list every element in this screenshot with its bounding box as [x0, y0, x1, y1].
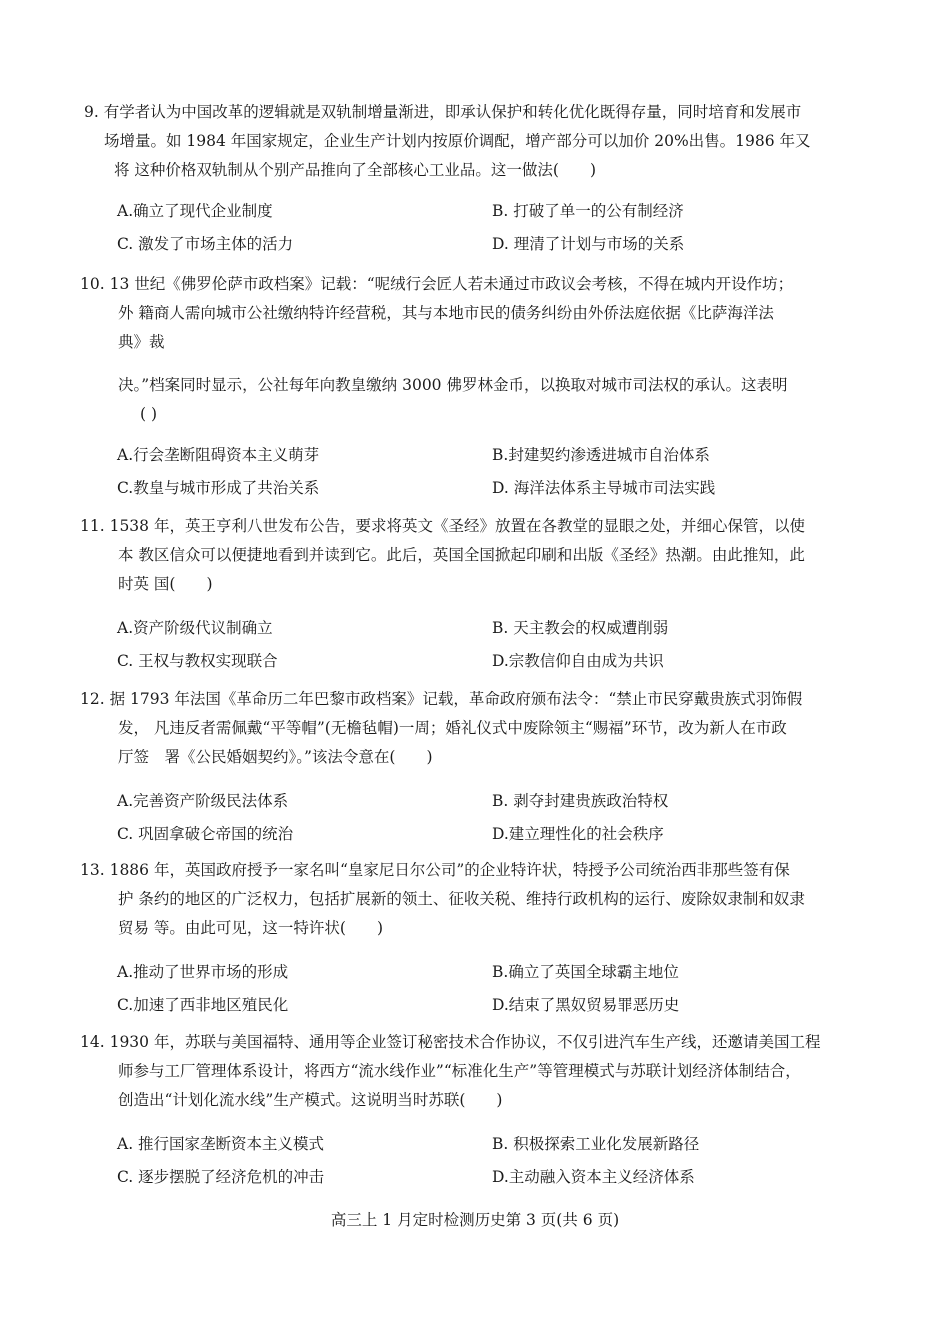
question-line: 典》裁 [118, 333, 165, 351]
option-c[interactable]: C. 激发了市场主体的活力 [117, 235, 294, 253]
question-12-options [117, 785, 817, 851]
question-line: 本 教区信众可以便捷地看到并读到它。此后，英国全国掀起印刷和出版《圣经》热潮。由此推知，此 [118, 546, 805, 564]
option-d[interactable]: D. 理清了计划与市场的关系 [492, 235, 685, 253]
question-line: 14. 1930 年，苏联与美国福特、通用等企业签订秘密技术合作协议，不仅引进汽车生产线，还邀请美国工程 [80, 1033, 821, 1051]
question-line: 场增量。如 1984 年国家规定，企业生产计划内按原价调配，增产部分可以加价 20%出售。1986 年又 [104, 132, 811, 150]
question-12 [80, 685, 880, 772]
question-line: 12. 据 1793 年法国《革命历二年巴黎市政档案》记载，革命政府颁布法令：“禁止市民穿戴贵族式羽饰假 [80, 690, 803, 708]
option-b[interactable]: B. 积极探索工业化发展新路径 [492, 1135, 700, 1153]
option-b[interactable]: B.确立了英国全球霸主地位 [492, 963, 679, 981]
option-a[interactable]: A.资产阶级代议制确立 [117, 619, 273, 637]
option-b[interactable]: B. 剥夺封建贵族政治特权 [492, 792, 669, 810]
option-c[interactable]: C.教皇与城市形成了共治关系 [117, 479, 320, 497]
option-c[interactable]: C. 王权与教权实现联合 [117, 652, 278, 670]
question-11 [80, 512, 880, 599]
question-11-options [117, 612, 817, 678]
option-b[interactable]: B.封建契约渗透进城市自治体系 [492, 446, 710, 464]
question-14-options [117, 1128, 817, 1194]
option-d[interactable]: D.建立理性化的社会秩序 [492, 825, 664, 843]
option-c[interactable]: C.加速了西非地区殖民化 [117, 996, 289, 1014]
option-a[interactable]: A.推动了世界市场的形成 [117, 963, 289, 981]
question-line: 师参与工厂管理体系设计，将西方“流水线作业”“标准化生产”等管理模式与苏联计划经济体制结合， [118, 1062, 801, 1080]
option-a[interactable]: A.确立了现代企业制度 [117, 202, 273, 220]
option-d[interactable]: D.结束了黑奴贸易罪恶历史 [492, 996, 680, 1014]
option-d[interactable]: D.宗教信仰自由成为共识 [492, 652, 664, 670]
question-9 [84, 98, 884, 185]
option-c[interactable]: C. 巩固拿破仑帝国的统治 [117, 825, 294, 843]
question-line: 外 籍商人需向城市公社缴纳特许经营税，其与本地市民的债务纠纷由外侨法庭依据《比萨海洋法 [118, 304, 774, 322]
question-line: 时英 国( ) [118, 575, 213, 593]
option-b[interactable]: B. 打破了单一的公有制经济 [492, 202, 684, 220]
option-c[interactable]: C. 逐步摆脱了经济危机的冲击 [117, 1168, 325, 1186]
option-d[interactable]: D.主动融入资本主义经济体系 [492, 1168, 695, 1186]
question-10 [80, 270, 880, 429]
question-9-options [117, 195, 817, 261]
page-footer: 高三上 1 月定时检测历史第 3 页(共 6 页) [330, 1211, 620, 1229]
question-line: 贸易 等。由此可见，这一特许状( ) [118, 919, 384, 937]
question-line: 将 这种价格双轨制从个别产品推向了全部核心工业品。这一做法( ) [114, 161, 597, 179]
question-13-options [117, 956, 817, 1022]
question-line: ( ) [140, 405, 158, 423]
question-10-options [117, 439, 817, 505]
question-line: 护 条约的地区的广泛权力，包括扩展新的领土、征收关税、维持行政机构的运行、废除奴隶制和奴隶 [118, 890, 805, 908]
question-line: 发， 凡违反者需佩戴“平等帽”(无檐毡帽)一周；婚礼仪式中废除领主“赐福”环节，改为新人在市政 [118, 719, 787, 737]
question-14 [80, 1028, 880, 1115]
option-d[interactable]: D. 海洋法体系主导城市司法实践 [492, 479, 716, 497]
question-line: 创造出“计划化流水线”生产模式。这说明当时苏联( ) [118, 1091, 503, 1109]
question-13 [80, 856, 880, 943]
question-line: 9. 有学者认为中国改革的逻辑就是双轨制增量渐进，即承认保护和转化优化既得存量，同时培育和发展市 [84, 103, 802, 121]
option-b[interactable]: B. 天主教会的权威遭削弱 [492, 619, 669, 637]
question-line: 10. 13 世纪《佛罗伦萨市政档案》记载：“呢绒行会匠人若未通过市政议会考核，不得在城内开设作坊； [80, 275, 794, 293]
option-a[interactable]: A. 推行国家垄断资本主义模式 [117, 1135, 325, 1153]
option-a[interactable]: A.行会垄断阻碍资本主义萌芽 [117, 446, 320, 464]
question-line: 决。”档案同时显示，公社每年向教皇缴纳 3000 佛罗林金币，以换取对城市司法权的承认。这表明 [118, 376, 788, 394]
question-line: 厅签 署《公民婚姻契约》。”该法令意在( ) [118, 748, 433, 766]
question-line: 13. 1886 年，英国政府授予一家名叫“皇家尼日尔公司”的企业特许状，特授予公司统治西非那些签有保 [80, 861, 790, 879]
option-a[interactable]: A.完善资产阶级民法体系 [117, 792, 289, 810]
question-line: 11. 1538 年，英王亨利八世发布公告，要求将英文《圣经》放置在各教堂的显眼之处，并细心保管，以使 [80, 517, 805, 535]
